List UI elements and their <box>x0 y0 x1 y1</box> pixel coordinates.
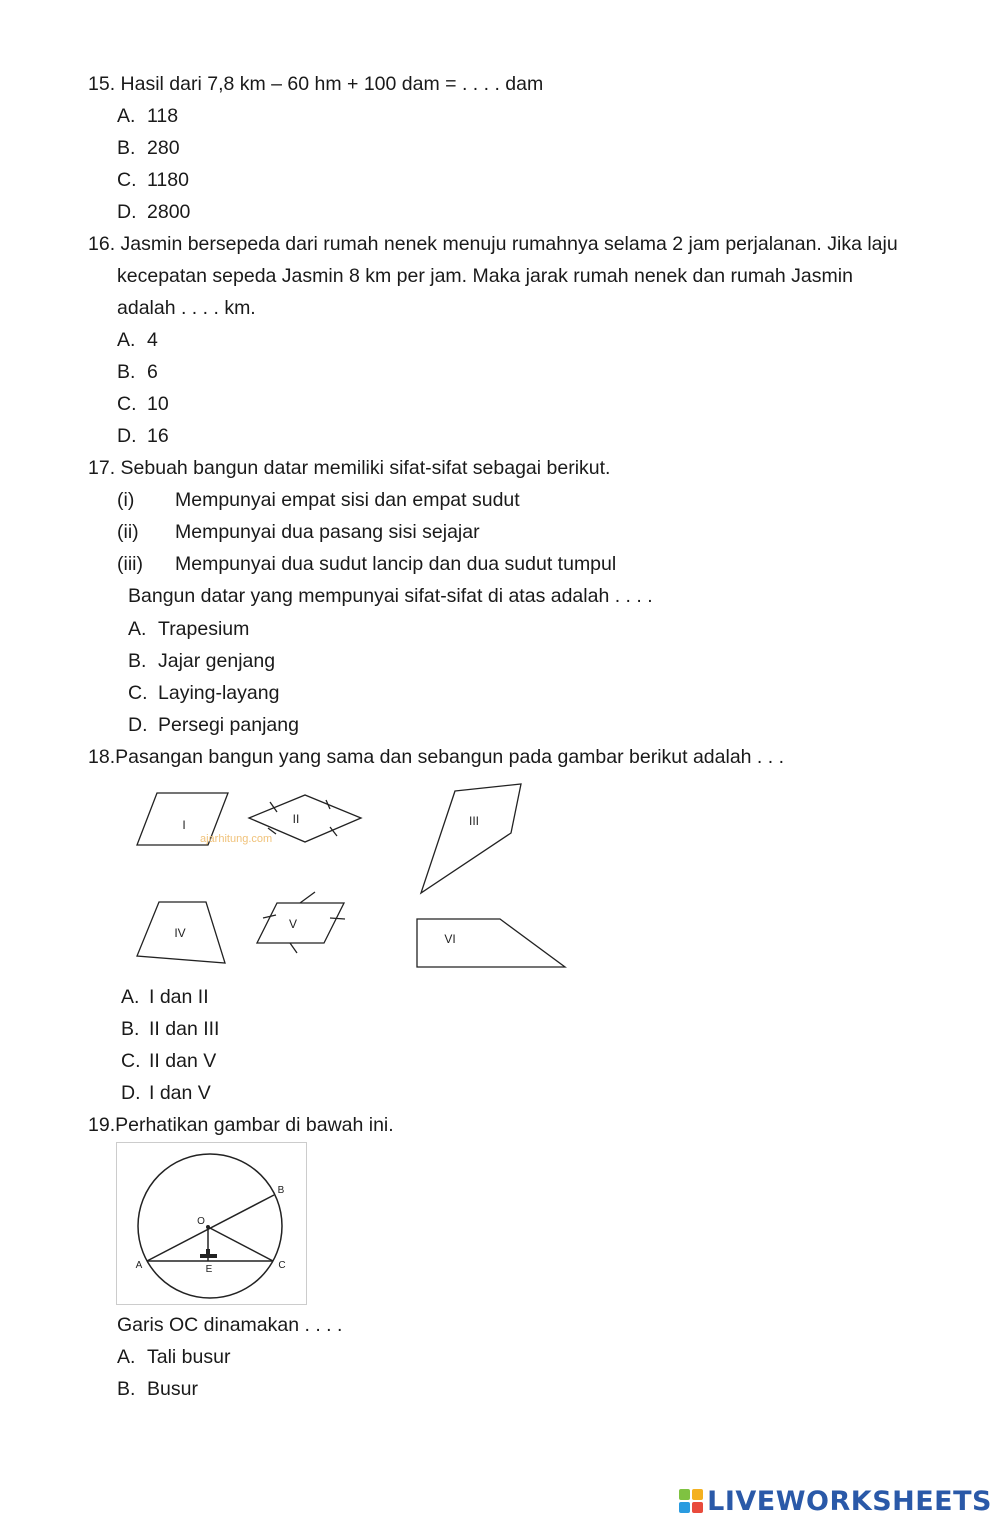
q17-property-2: (ii) Mempunyai dua pasang sisi sejajar <box>117 521 480 543</box>
q16-question-line1: 16. Jasmin bersepeda dari rumah nenek menuju rumahnya selama 2 jam perjalanan. Jika laju <box>88 233 898 255</box>
shape-label-v: V <box>288 917 298 931</box>
q18-option-c: C. II dan V <box>121 1050 217 1072</box>
q18-shapes-figure <box>130 778 580 978</box>
liveworksheets-logo[interactable] <box>679 1486 992 1516</box>
q15-option-a: A. 118 <box>117 105 179 127</box>
shape-vi <box>417 919 565 967</box>
q17-property-1: (i) Mempunyai empat sisi dan empat sudut <box>117 489 520 511</box>
q16-option-a: A. 4 <box>117 329 158 351</box>
q17-option-b: B. Jajar genjang <box>128 650 276 672</box>
q15-option-b: B. 280 <box>117 137 180 159</box>
shape-label-iii: III <box>468 814 480 828</box>
point-o-label: O <box>197 1216 205 1227</box>
q17-option-d: D. Persegi panjang <box>128 714 299 736</box>
q16-question-line3: adalah . . . . km. <box>117 297 256 319</box>
watermark: ajarhitung.com <box>200 833 273 845</box>
q16-question-line2: kecepatan sepeda Jasmin 8 km per jam. Maka jarak rumah nenek dan rumah Jasmin <box>117 265 853 287</box>
shape-iii <box>421 784 521 893</box>
q19-question: 19.Perhatikan gambar di bawah ini. <box>88 1114 394 1136</box>
circle <box>135 1154 282 1298</box>
point-c-label: C <box>278 1260 286 1271</box>
q18-option-b: B. II dan III <box>121 1018 220 1040</box>
q19-prompt: Garis OC dinamakan . . . . <box>117 1314 343 1336</box>
q15-question: 15. Hasil dari 7,8 km – 60 hm + 100 dam = . . . . dam <box>88 73 544 95</box>
point-e-label: E <box>205 1264 213 1275</box>
liveworksheets-logo-icon <box>679 1489 703 1513</box>
shape-v <box>257 903 344 943</box>
q18-option-d: D. I dan V <box>121 1082 211 1104</box>
q19-option-a: A. Tali busur <box>117 1346 231 1368</box>
shape-label-i: I <box>182 818 186 832</box>
shape-label-iv: IV <box>174 926 186 940</box>
q17-option-c: C. Laying-layang <box>128 682 280 704</box>
point-b-label: B <box>277 1185 285 1196</box>
q16-option-b: B. 6 <box>117 361 158 383</box>
shape-label-vi: VI <box>444 932 456 946</box>
q19-circle-figure <box>116 1142 308 1306</box>
q16-option-d: D. 16 <box>117 425 169 447</box>
q15-option-c: C. 1180 <box>117 169 189 191</box>
q19-option-b: B. Busur <box>117 1378 198 1400</box>
q18-question: 18.Pasangan bangun yang sama dan sebangun pada gambar berikut adalah . . . <box>88 746 785 768</box>
shape-label-ii: II <box>292 812 300 826</box>
radius-oc <box>208 1227 273 1261</box>
q17-question: 17. Sebuah bangun datar memiliki sifat-sifat sebagai berikut. <box>88 457 611 479</box>
liveworksheets-logo-text: LIVEWORKSHEETS <box>707 1485 992 1517</box>
point-a-label: A <box>135 1260 143 1271</box>
q16-option-c: C. 10 <box>117 393 169 415</box>
q18-option-a: A. I dan II <box>121 986 209 1008</box>
q17-prompt: Bangun datar yang mempunyai sifat-sifat di atas adalah . . . . <box>128 585 653 607</box>
q17-option-a: A. Trapesium <box>128 618 250 640</box>
q17-property-3: (iii) Mempunyai dua sudut lancip dan dua sudut tumpul <box>117 553 617 575</box>
q15-option-d: D. 2800 <box>117 201 191 223</box>
